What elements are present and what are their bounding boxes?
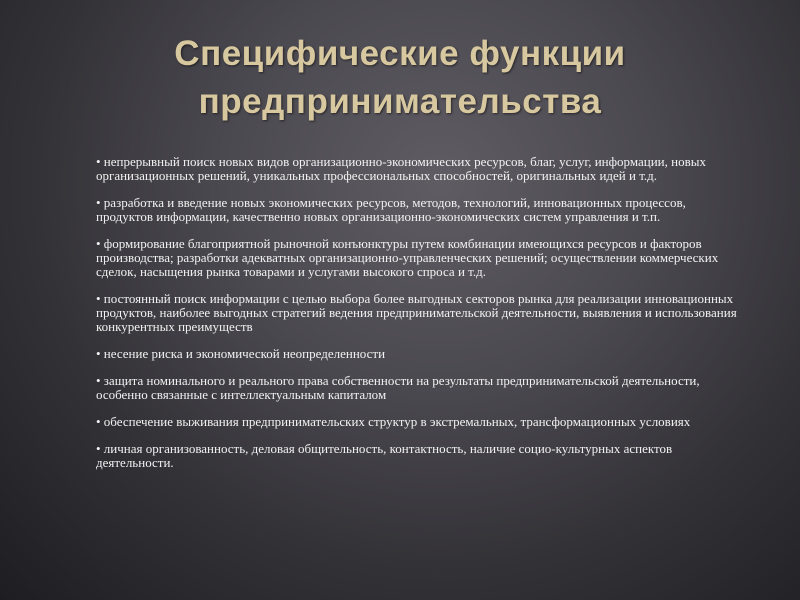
bullet-item: • постоянный поиск информации с целью выбора более выгодных секторов рынка для реализации инновационных продуктов, наиболее выгодных стратегий ведения предпринимательской деятельности, выявления и использования конкурентных преимуществ [96, 291, 737, 334]
bullet-item: • разработка и введение новых экономических ресурсов, методов, технологий, инновационных процессов, продуктов информации, качественно новых организационно-экономических систем управления и т.п. [96, 195, 686, 224]
bullet-item: • личная организованность, деловая общительность, контактность, наличие социо-культурных аспектов деятельности. [96, 441, 673, 470]
bullet-item: • обеспечение выживания предпринимательских структур в экстремальных, трансформационных условиях [96, 414, 691, 429]
bullet-item: • формирование благоприятной рыночной конъюнктуры путем комбинации имеющихся ресурсов и факторов производства; разработки адекватных организационно-управленческих решений; осуществлении коммерческих сделок, насыщения рынка товарами и услугами высокого спроса и т.д. [96, 236, 719, 279]
bullet-item: • защита номинального и реального права собственности на результаты предпринимательской деятельности, особенно связанные с интеллектуальным капиталом [96, 373, 700, 402]
bullet-item: • несение риска и экономической неопределенности [96, 346, 386, 361]
bullet-list [96, 155, 746, 483]
slide-title [40, 30, 760, 126]
slide-title-line-1: Специфические функции [174, 34, 626, 73]
slide-title-line-2: предпринимательства [198, 82, 602, 121]
bullet-item: • непрерывный поиск новых видов организационно-экономических ресурсов, благ, услуг, информации, новых организационных решений, уникальных профессиональных способностей, оригинальных идей и т.д. [96, 154, 706, 183]
